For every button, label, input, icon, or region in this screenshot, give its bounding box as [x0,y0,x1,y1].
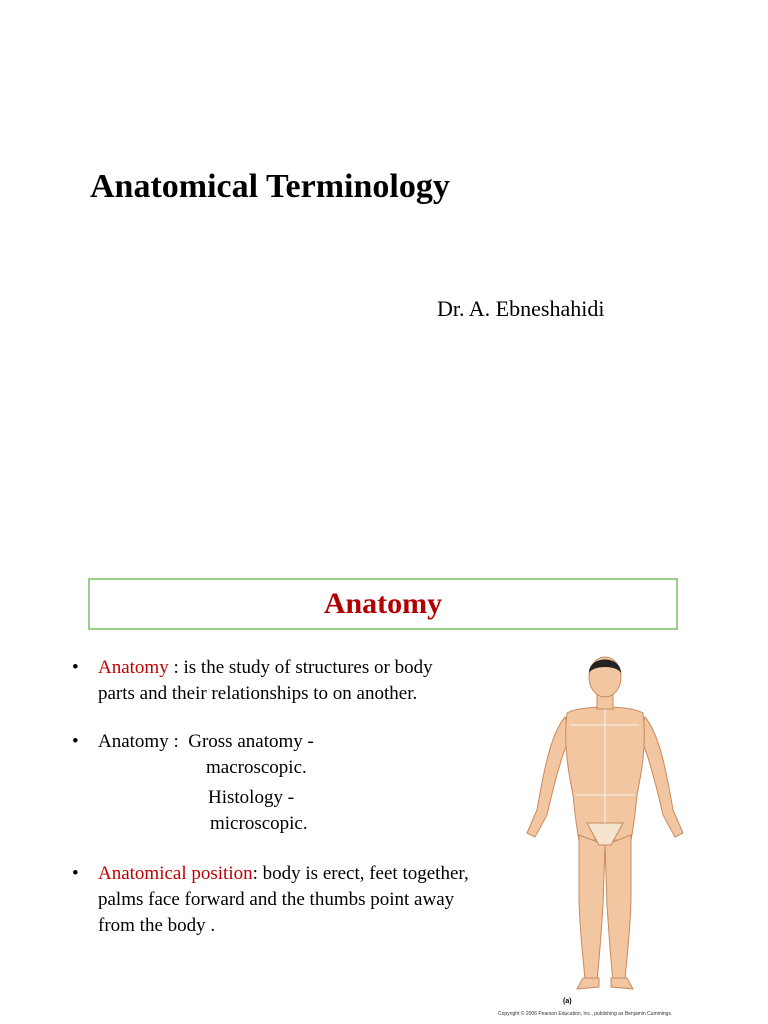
author-name: Dr. A. Ebneshahidi [437,296,605,321]
histology-label: Histology - [208,787,295,808]
bullet-dot: • [72,731,79,752]
section-heading: Anatomy [323,587,443,620]
figure-label: (a) [563,998,572,1005]
bullet-dot: • [72,863,79,884]
bullet-anatomical-position [72,861,472,939]
figure-copyright: Copyright © 2006 Pearson Education, Inc., publishing as Benjamin Cummings. [498,1011,673,1017]
section-heading-box [88,578,678,630]
anatomical-position-text: : body is erect, feet together, palms face forward and the thumbs point away from the body . [98,863,469,936]
anatomy-types-line: Anatomy : Gross anatomy - [98,731,314,752]
bullet-anatomy-definition [72,655,472,707]
histology-desc: microscopic. [210,813,308,834]
term-anatomical-position: Anatomical position [98,863,253,884]
slide-title: Anatomical Terminology [90,168,450,205]
anatomy-definition-text: : is the study of structures or body parts and their relationships to on another. [98,657,433,704]
bullet-dot: • [72,657,79,678]
gross-anatomy-desc: macroscopic. [206,757,307,778]
anatomical-position-figure [505,645,705,1005]
bullet-list [72,655,472,939]
term-anatomy: Anatomy [98,657,169,678]
bullet-anatomy-types [72,729,472,837]
